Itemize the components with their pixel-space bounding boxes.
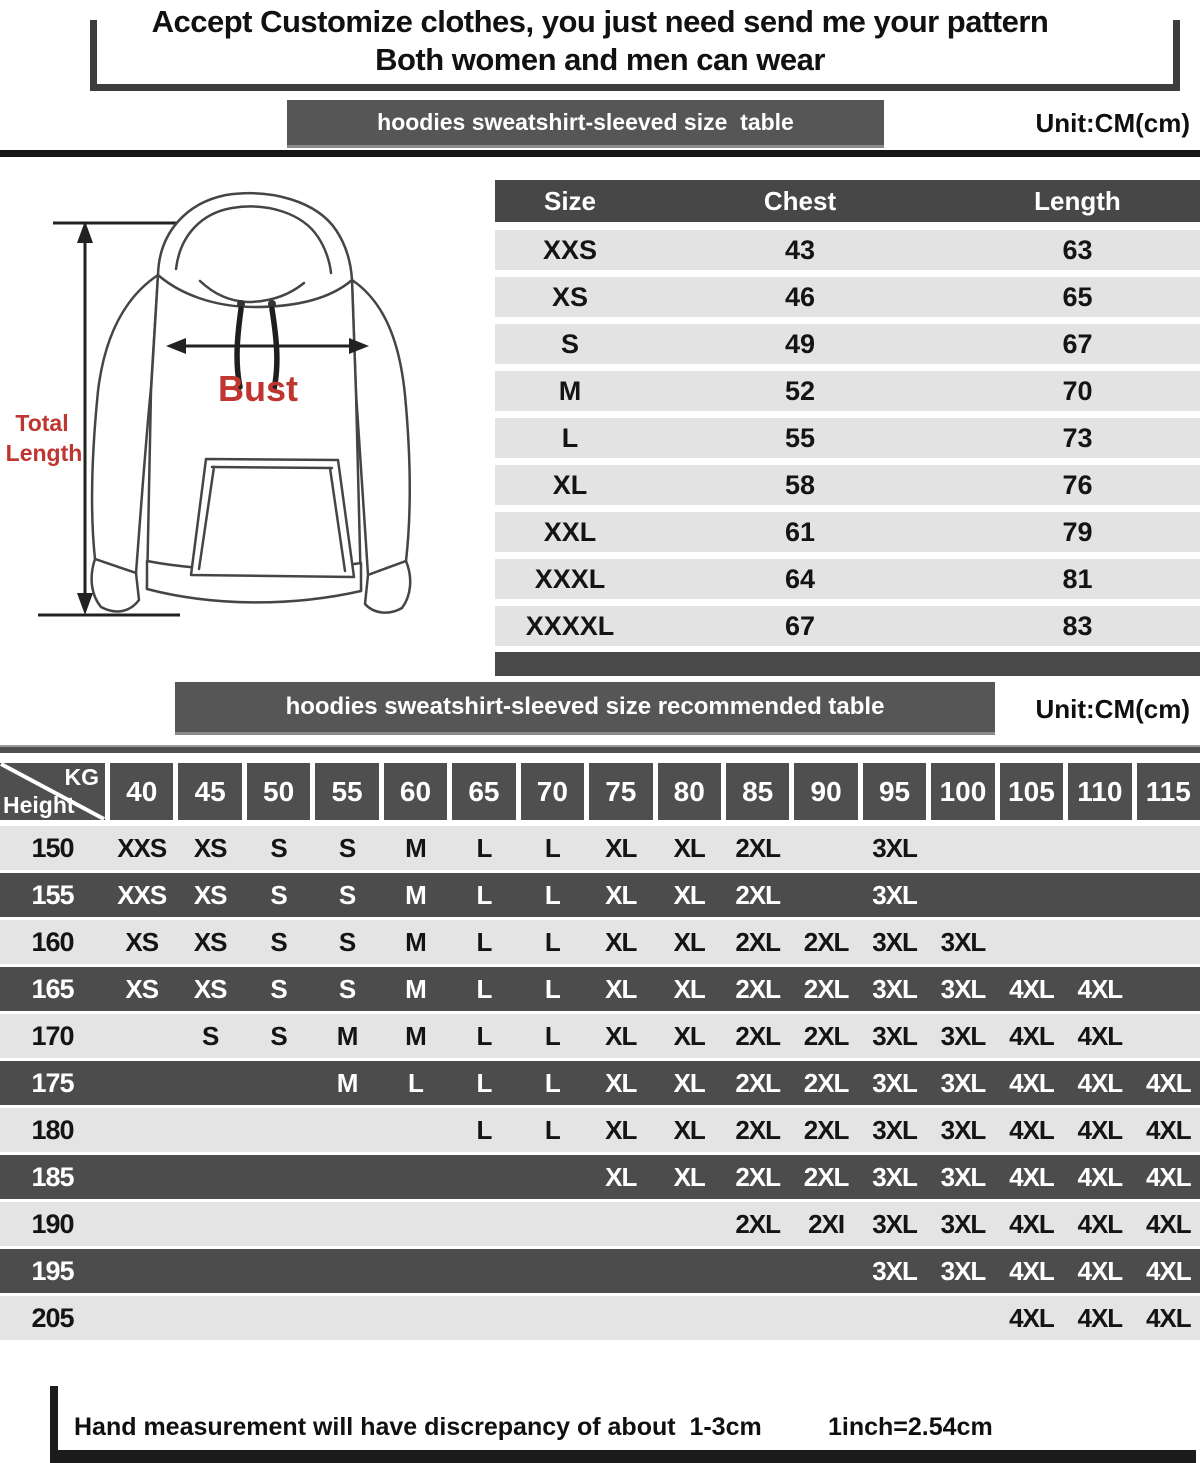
rec-size-cell [794, 826, 857, 870]
rec-size-cell: XL [605, 1067, 637, 1098]
size-table-cell: L [561, 422, 579, 453]
rec-size-cell: 4XL [1077, 1067, 1123, 1098]
rec-size-cell [452, 1296, 515, 1340]
rec-size-cell [452, 1249, 515, 1293]
rec-size-cell [315, 1296, 378, 1340]
rec-size-cell: L [544, 973, 560, 1004]
rec-kg-column-header: 70 [521, 763, 584, 820]
rec-table-row [0, 1296, 1200, 1340]
rec-size-cell [384, 1202, 447, 1246]
rec-size-cell: 3XL [872, 832, 917, 863]
rec-size-cell: 3XL [940, 926, 986, 957]
rec-size-cell [589, 1249, 652, 1293]
rec-size-cell: 2XL [735, 1208, 780, 1239]
size-table-cell: 76 [1062, 469, 1093, 500]
title-frame-border [90, 20, 1180, 91]
size-table-cell: XXXXL [525, 610, 615, 641]
rec-size-cell: L [544, 1020, 560, 1051]
rec-size-cell: 3XL [872, 973, 917, 1004]
rec-size-cell [1000, 826, 1063, 870]
rec-size-cell: L [476, 973, 492, 1004]
rec-table-row [0, 920, 1200, 964]
rec-size-cell: M [405, 926, 426, 957]
rec-size-cell: 3XL [872, 1208, 917, 1239]
rec-size-cell: XL [605, 973, 637, 1004]
rec-size-cell: 3XL [872, 926, 917, 957]
size-table-banner: hoodies sweatshirt-sleeved size table [287, 100, 884, 148]
page-title-line1: Accept Customize clothes, you just need send me your pattern [151, 4, 1049, 39]
rec-size-cell: 3XL [940, 1020, 986, 1051]
rec-size-cell: XS [193, 973, 227, 1004]
rec-size-cell [247, 1155, 310, 1199]
rec-size-cell: XL [605, 1020, 637, 1051]
rec-size-cell: 4XL [1145, 1208, 1191, 1239]
rec-size-cell [110, 1014, 173, 1058]
size-table-cell: 73 [1062, 422, 1093, 453]
rec-size-cell: 3XL [872, 1255, 917, 1286]
rec-size-cell: 3XL [940, 1161, 986, 1192]
rec-size-cell: 3XL [872, 1020, 917, 1051]
rec-size-cell: 3XL [872, 1114, 917, 1145]
rec-size-cell [1068, 920, 1131, 964]
rec-size-cell [1000, 873, 1063, 917]
rec-size-cell: 2XL [735, 832, 780, 863]
rec-size-cell: 4XL [1077, 1255, 1123, 1286]
rec-height-cell: 165 [31, 973, 74, 1004]
size-table-row [495, 371, 1200, 411]
size-table-cell: 46 [784, 281, 816, 312]
rec-kg-column-header: 50 [247, 763, 310, 820]
rec-size-cell: 3XL [872, 1161, 917, 1192]
rec-size-cell: 4XL [1077, 1208, 1123, 1239]
size-table-cell: 67 [784, 610, 816, 641]
rec-size-cell [178, 1155, 241, 1199]
rec-table-row [0, 967, 1200, 1011]
rec-size-cell: L [476, 1020, 492, 1051]
rec-size-cell [247, 1249, 310, 1293]
size-table-body [495, 230, 1200, 646]
rec-size-cell [315, 1155, 378, 1199]
rec-height-cell: 195 [31, 1255, 74, 1286]
rec-kg-column-header: 40 [110, 763, 173, 820]
rec-size-cell: 4XL [1145, 1114, 1191, 1145]
rec-table-row [0, 1061, 1200, 1105]
rec-table-row [0, 1155, 1200, 1199]
rec-size-cell [794, 873, 857, 917]
rec-size-cell: 3XL [872, 1067, 917, 1098]
size-table-cell: M [558, 375, 582, 406]
rec-size-cell: XL [673, 879, 705, 910]
rec-size-cell [658, 1202, 721, 1246]
rec-size-cell [1000, 920, 1063, 964]
rec-size-cell: 4XL [1145, 1067, 1191, 1098]
rec-size-cell: L [476, 879, 492, 910]
rec-size-cell [452, 1202, 515, 1246]
rec-size-cell: M [405, 832, 426, 863]
rec-size-cell: 2XI [808, 1208, 845, 1239]
rec-size-cell: 4XL [1009, 1255, 1054, 1286]
rec-size-cell [110, 1249, 173, 1293]
size-table-cell: 61 [784, 516, 816, 547]
size-table-cell: 55 [784, 422, 816, 453]
rec-size-cell: 4XL [1145, 1302, 1191, 1333]
rec-size-cell: 2XL [735, 1020, 780, 1051]
rec-size-cell: 2XL [803, 1067, 849, 1098]
rec-size-cell [726, 1249, 789, 1293]
rec-height-cell: 150 [31, 832, 74, 863]
rec-size-cell: 2XL [735, 879, 780, 910]
rec-size-cell [521, 1296, 584, 1340]
rec-size-cell [110, 1108, 173, 1152]
rec-size-cell: M [405, 879, 426, 910]
size-table-cell: 43 [784, 234, 816, 265]
rec-size-cell [315, 1202, 378, 1246]
rec-size-cell [110, 1202, 173, 1246]
rec-size-cell [1068, 826, 1131, 870]
rec-size-cell [178, 1061, 241, 1105]
rec-size-cell: M [405, 973, 426, 1004]
rec-size-cell: 3XL [940, 1255, 986, 1286]
rec-size-cell [931, 1296, 994, 1340]
rec-size-cell [521, 1249, 584, 1293]
rec-size-cell: XS [193, 926, 227, 957]
rec-size-cell [178, 1202, 241, 1246]
rec-size-cell: XL [673, 1020, 705, 1051]
rec-height-cell: 175 [31, 1067, 74, 1098]
rec-size-cell: 3XL [940, 973, 986, 1004]
rec-size-cell: L [544, 926, 560, 957]
size-table-row [495, 606, 1200, 646]
rec-size-cell: L [544, 1114, 560, 1145]
rec-size-cell: XL [673, 1067, 705, 1098]
rec-size-cell: M [405, 1020, 426, 1051]
bust-label: Bust [218, 368, 298, 409]
rec-kg-column-header: 60 [384, 763, 447, 820]
rec-kg-column-header: 105 [1000, 763, 1063, 820]
size-table-cell: XXS [542, 234, 598, 265]
rec-table-row [0, 1108, 1200, 1152]
rec-size-cell: 2XL [735, 973, 780, 1004]
rec-size-cell: S [338, 879, 356, 910]
size-table-row [495, 324, 1200, 364]
rec-size-cell [589, 1296, 652, 1340]
rec-size-cell: M [336, 1020, 358, 1051]
size-table-cell: 58 [784, 469, 816, 500]
rec-size-cell: 2XL [803, 1114, 849, 1145]
rec-size-cell [315, 1108, 378, 1152]
rec-size-cell: 4XL [1077, 1020, 1123, 1051]
rec-size-cell: 3XL [940, 1114, 986, 1145]
size-table-row [495, 418, 1200, 458]
rec-size-cell [726, 1296, 789, 1340]
rec-size-cell: 4XL [1009, 1067, 1054, 1098]
size-table-row [495, 512, 1200, 552]
rec-height-cell: 155 [31, 879, 74, 910]
rec-size-cell: L [544, 879, 560, 910]
rec-size-cell: M [336, 1067, 358, 1098]
rec-size-cell: 2XL [803, 926, 849, 957]
kg-height-corner-cell [0, 763, 105, 820]
rec-size-cell: 2XL [735, 1114, 780, 1145]
measurement-note: Hand measurement will have discrepancy of about 1-3cm [74, 1413, 762, 1441]
rec-size-cell: L [544, 1067, 560, 1098]
rec-size-cell [384, 1108, 447, 1152]
hoodie-pocket [191, 459, 354, 577]
rec-size-cell [178, 1296, 241, 1340]
rec-size-cell: S [338, 832, 356, 863]
rec-size-cell [247, 1061, 310, 1105]
rec-size-cell: 4XL [1077, 1161, 1123, 1192]
rec-size-cell: L [476, 926, 492, 957]
rec-size-cell: 4XL [1009, 1114, 1054, 1145]
rec-size-cell: 2XL [735, 926, 780, 957]
rec-size-cell [794, 1296, 857, 1340]
rec-size-cell: XL [605, 926, 637, 957]
rec-table-body [0, 826, 1200, 1340]
rec-size-cell: XS [125, 973, 159, 1004]
rec-kg-column-header: 75 [589, 763, 652, 820]
rec-kg-column-header: 80 [658, 763, 721, 820]
rec-size-cell [315, 1249, 378, 1293]
rec-size-cell: 4XL [1077, 1114, 1123, 1145]
rec-kg-column-header: 95 [863, 763, 926, 820]
rec-size-cell: XL [605, 1114, 637, 1145]
size-table-cell: 52 [784, 375, 816, 406]
rec-kg-column-header: 45 [178, 763, 241, 820]
size-table-row [495, 559, 1200, 599]
rec-size-cell: XL [673, 1161, 705, 1192]
rec-table-row [0, 1202, 1200, 1246]
rec-size-cell [521, 1155, 584, 1199]
rec-kg-column-header: 90 [794, 763, 857, 820]
rec-size-cell: 2XL [803, 1161, 849, 1192]
rec-size-cell [658, 1249, 721, 1293]
rec-size-cell: S [270, 1020, 287, 1051]
size-table-cell: 79 [1062, 516, 1093, 547]
rec-size-cell [863, 1296, 926, 1340]
rec-size-cell: XS [193, 879, 227, 910]
rec-size-cell: 3XL [940, 1208, 986, 1239]
rec-kg-column-header: 115 [1137, 763, 1200, 820]
rec-table-row [0, 873, 1200, 917]
rec-size-cell: 2XL [803, 1020, 849, 1051]
rec-height-cell: 190 [31, 1208, 74, 1239]
size-table-cell: XXL [543, 516, 597, 547]
size-table-cell: S [560, 328, 579, 359]
rec-size-cell [1137, 920, 1200, 964]
rec-size-cell: XL [605, 879, 637, 910]
size-table-cell: XL [552, 469, 588, 500]
rec-table-row [0, 826, 1200, 870]
size-table-cell: 70 [1062, 375, 1093, 406]
recommended-table-banner: hoodies sweatshirt-sleeved size recommended table [175, 682, 995, 735]
size-table-row [495, 230, 1200, 270]
arrow-down-icon [77, 593, 93, 615]
rec-size-cell [1137, 873, 1200, 917]
rec-size-cell [110, 1155, 173, 1199]
rec-kg-column-header: 65 [452, 763, 515, 820]
footer-note-box [50, 1386, 1196, 1463]
rec-size-cell: 4XL [1009, 1208, 1054, 1239]
rec-size-cell [794, 1249, 857, 1293]
rec-size-cell: XL [673, 973, 705, 1004]
rec-size-cell: XL [673, 832, 705, 863]
size-table-cell: XXXL [534, 563, 606, 594]
recommended-table-unit-label: Unit:CM(cm) [1035, 694, 1190, 724]
rec-size-cell: 4XL [1009, 973, 1054, 1004]
rec-height-cell: 205 [31, 1302, 74, 1333]
rec-size-cell: 4XL [1009, 1302, 1054, 1333]
size-table-column-header: Size [543, 185, 597, 216]
rec-size-cell: L [476, 832, 492, 863]
rec-size-cell: XS [125, 926, 159, 957]
rec-size-cell: 4XL [1145, 1255, 1191, 1286]
rec-size-cell [931, 826, 994, 870]
size-table-footer-bar [495, 652, 1200, 676]
rec-size-cell [247, 1108, 310, 1152]
rec-size-cell [1137, 826, 1200, 870]
rec-size-cell [1137, 1014, 1200, 1058]
rec-size-cell: S [270, 926, 287, 957]
total-length-label-line1: Total [15, 410, 69, 436]
inch-conversion-note: 1inch=2.54cm [828, 1413, 993, 1441]
rec-size-cell [658, 1296, 721, 1340]
rec-size-cell [178, 1108, 241, 1152]
rec-size-cell: XL [605, 1161, 637, 1192]
size-table-row [495, 277, 1200, 317]
rec-size-cell: 4XL [1009, 1020, 1054, 1051]
rec-height-cell: 180 [31, 1114, 74, 1145]
rec-size-cell: XL [605, 832, 637, 863]
rec-height-cell: 160 [31, 926, 74, 957]
rec-size-cell: L [476, 1114, 492, 1145]
size-table-cell: XS [551, 281, 589, 312]
rec-size-cell: S [201, 1020, 219, 1051]
rec-size-cell: XS [193, 832, 227, 863]
rec-size-cell: 4XL [1009, 1161, 1054, 1192]
rec-size-cell: XL [673, 926, 705, 957]
rec-size-cell [178, 1249, 241, 1293]
size-table-row [495, 465, 1200, 505]
rec-size-cell: L [476, 1067, 492, 1098]
rec-table-row [0, 1249, 1200, 1293]
rec-size-cell: 4XL [1145, 1161, 1191, 1192]
size-table-cell: 67 [1062, 328, 1093, 359]
rec-size-cell [384, 1155, 447, 1199]
rec-size-cell: XXS [117, 832, 167, 863]
rec-size-cell: XXS [117, 879, 167, 910]
rec-size-cell: 3XL [872, 879, 917, 910]
rec-size-cell [1068, 873, 1131, 917]
rec-size-cell: 2XL [735, 1067, 780, 1098]
rec-size-cell: L [544, 832, 560, 863]
divider-rule-top [0, 150, 1200, 157]
rec-kg-column-header: 85 [726, 763, 789, 820]
rec-size-cell: S [270, 973, 287, 1004]
rec-size-cell [521, 1202, 584, 1246]
rec-size-cell [247, 1296, 310, 1340]
rec-size-cell: S [270, 832, 287, 863]
rec-size-cell: XL [673, 1114, 705, 1145]
rec-size-cell [452, 1155, 515, 1199]
rec-kg-column-header: 55 [315, 763, 378, 820]
rec-size-cell: 3XL [940, 1067, 986, 1098]
size-table-cell: 64 [784, 563, 816, 594]
page-title-line2: Both women and men can wear [375, 42, 825, 77]
total-length-label-line2: Length [5, 440, 83, 466]
rec-size-cell: 2XL [803, 973, 849, 1004]
size-table-cell: 49 [784, 328, 816, 359]
size-table-cell: 65 [1062, 281, 1093, 312]
divider-rule-middle [0, 745, 1200, 753]
rec-size-cell: L [408, 1067, 423, 1098]
hoodie-measurement-diagram [0, 163, 490, 663]
rec-size-cell: 2XL [735, 1161, 780, 1192]
rec-size-cell: S [270, 879, 287, 910]
size-table-cell: 81 [1062, 563, 1093, 594]
rec-height-cell: 185 [31, 1161, 74, 1192]
rec-size-cell [247, 1202, 310, 1246]
corner-kg-label: KG [64, 764, 99, 790]
corner-height-label: Height [3, 792, 75, 818]
size-table-unit-label: Unit:CM(cm) [1035, 108, 1190, 138]
rec-table-header [0, 763, 1200, 820]
rec-size-cell: 4XL [1077, 973, 1123, 1004]
rec-size-cell [384, 1296, 447, 1340]
size-table [495, 180, 1200, 676]
rec-kg-column-header: 110 [1068, 763, 1131, 820]
rec-size-cell: S [338, 926, 356, 957]
size-table-column-header: Chest [763, 185, 837, 216]
rec-size-cell [1137, 967, 1200, 1011]
rec-size-cell: S [338, 973, 356, 1004]
rec-height-cell: 170 [31, 1020, 74, 1051]
hoodie-hood [158, 193, 352, 307]
rec-size-cell [110, 1296, 173, 1340]
rec-kg-column-header: 100 [931, 763, 994, 820]
size-table-cell: 63 [1062, 234, 1093, 265]
rec-size-cell [931, 873, 994, 917]
rec-size-cell [384, 1249, 447, 1293]
rec-size-cell: 4XL [1077, 1302, 1123, 1333]
size-table-cell: 83 [1062, 610, 1093, 641]
rec-size-cell [110, 1061, 173, 1105]
size-table-header [495, 180, 1200, 222]
rec-table-row [0, 1014, 1200, 1058]
size-table-column-header: Length [1034, 185, 1121, 216]
rec-size-cell [589, 1202, 652, 1246]
